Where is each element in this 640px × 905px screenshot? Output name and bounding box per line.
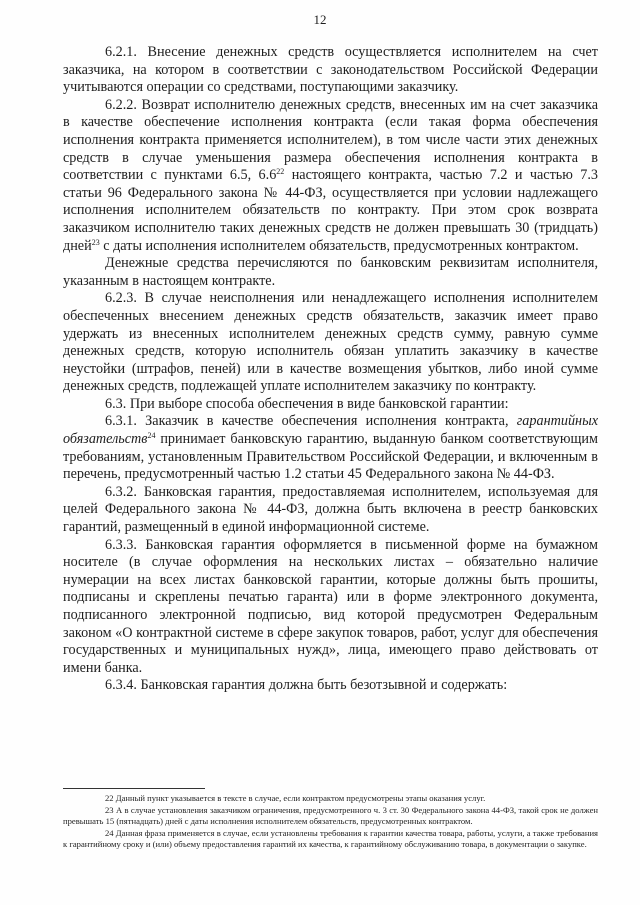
footnote-divider	[63, 788, 205, 789]
paragraph-bank-details: Денежные средства перечисляются по банковским реквизитам исполнителя, указанным в настоящем контракте.	[63, 255, 598, 289]
document-body	[63, 44, 598, 695]
paragraph-6-3-3: 6.3.3. Банковская гарантия оформляется в письменной форме на бумажном носителе (в случае оформления на нескольких листах – обязательно наличие нумерации на всех листах банковской гарантии, которые должны быть прошиты, подписаны и скреплены печатью гаранта) или в форме электронного документа, подписанного электронной подписью, вид которой предусмотрен Федеральным законом «О контрактной системе в сфере закупок товаров, работ, услуг для обеспечения государственных и муниципальных нужд», лица, имеющего право действовать от имени банка.	[63, 536, 598, 676]
page-number: 12	[313, 12, 327, 27]
paragraph-6-2-1: 6.2.1. Внесение денежных средств осуществляется исполнителем на счет заказчика, на котором в соответствии с законодательством Российской Федерации учитываются операции со средствами, поступающими заказчику.	[63, 44, 598, 96]
footnotes	[63, 793, 598, 851]
footnote-ref-22: 22	[276, 167, 285, 177]
footnote-23: 23 А в случае установления заказчиком ограничения, предусмотренного ч. 3 ст. 30 Федерального закона 44-ФЗ, такой срок не должен превышать 15 (пятнадцать) дней с даты исполнения исполнителем обязательств, предусмотренных контрактом.	[63, 804, 598, 827]
paragraph-6-3-4: 6.3.4. Банковская гарантия должна быть безотзывной и содержать:	[105, 677, 508, 694]
footnote-ref-24: 24	[147, 431, 156, 441]
italic-phrase: гарантийных обязательств	[63, 413, 598, 448]
paragraph-6-3-1: 6.3.1. Заказчик в качестве обеспечения исполнения контракта, гарантийных обязательств$^{24}$ принимает банковскую гарантию, выданную банком соответствующим требованиям, установленным Правительством Российской Федерации, и включенным в перечень, предусмотренный частью 1.2 статьи 45 Федерального закона № 44-ФЗ.	[63, 413, 598, 483]
paragraph-6-2-2: 6.2.2. Возврат исполнителю денежных средств, внесенных им на счет заказчика в качестве обеспечение исполнения контракта (если такая форма обеспечения исполнения контракта применяется исполнителем), в том числе части этих денежных средств в случае уменьшения размера обеспечения исполнения контракта в соответствии с пунктами 6.5, $6.6^{22}$ настоящего контракта, частью 7.2 и частью 7.3 статьи 96 Федерального закона № 44-ФЗ, осуществляется при условии надлежащего исполнения исполнителем обязательств по контракту. При этом срок возврата заказчиком исполнителю таких денежных средств не должен превышать 30 (тридцать) дней$^{23}$ с даты исполнения исполнителем обязательств, предусмотренных контрактом.	[63, 96, 599, 254]
paragraph-6-2-3: 6.2.3. В случае неисполнения или ненадлежащего исполнения исполнителем обеспеченных внесением денежных средств обязательств, заказчик имеет право удержать из внесенных исполнителем денежных средств сумму, равную сумме денежных средств, которую исполнитель обязан уплатить заказчику в качестве неустойки (штрафов, пеней) или в качестве возмещения убытков, либо иной сумме денежных средств, подлежащей уплате исполнителем заказчику по контракту.	[63, 290, 598, 395]
footnote-24: 24 Данная фраза применяется в случае, если установлены требования к гарантии качества товара, работы, услуги, а также требования к гарантийному сроку и (или) объему предоставления гарантий их качества, к гарантийному обслуживанию товара, в документации о закупке.	[63, 827, 598, 850]
paragraph-6-3-2: 6.3.2. Банковская гарантия, предоставляемая исполнителем, используемая для целей Федерального закона № 44-ФЗ, должна быть включена в реестр банковских гарантий, размещенный в единой информационной системе.	[63, 483, 598, 536]
footnote-22: 22 Данный пункт указывается в тексте в случае, если контрактом предусмотрены этапы оказания услуг.	[105, 793, 486, 803]
paragraph-6-3: 6.3. При выборе способа обеспечения в виде банковской гарантии:	[105, 395, 509, 412]
footnote-ref-23: 23	[91, 237, 100, 247]
